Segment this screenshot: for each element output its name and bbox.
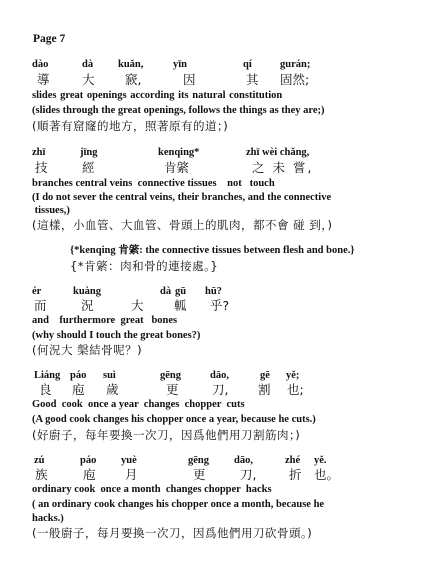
- hanzi-word: 庖: [83, 467, 96, 482]
- hanzi-word: 刀,: [240, 467, 257, 482]
- pinyin-word: zhī wèi chǎng,: [246, 147, 310, 158]
- hanzi-word: 肯綮: [164, 160, 190, 175]
- hanzi-word: 庖: [72, 382, 85, 397]
- pinyin-word: hū?: [205, 286, 222, 297]
- hanzi-word: 技: [35, 160, 48, 175]
- hanzi-word: 因: [183, 72, 196, 87]
- pinyin-word: gū: [175, 286, 187, 297]
- pinyin-word: zú: [34, 455, 45, 466]
- pinyin-word: gē: [260, 370, 270, 381]
- pinyin-word: qí: [243, 59, 252, 70]
- pinyin-word: kuàng: [73, 286, 102, 297]
- hanzi-word: 之 未 嘗,: [252, 160, 314, 175]
- hanzi-word: 大: [131, 298, 144, 313]
- pinyin-word: dāo,: [234, 455, 253, 466]
- pinyin-word: kuǎn,: [118, 59, 144, 70]
- hanzi-word: 窾,: [125, 72, 142, 87]
- translation-line: (I do not sever the central veins, their branches, and the connective: [32, 192, 332, 203]
- pinyin-word: dāo,: [210, 370, 229, 381]
- gloss-line: branches central veins connective tissues not touch: [32, 178, 275, 189]
- translation-line: (why should I touch the great bones?): [32, 330, 201, 341]
- translation-line: ( an ordinary cook changes his chopper once a month, because he: [32, 499, 325, 510]
- chinese-translation: (一般廚子，每月要換一次刀，因爲他們用刀砍骨頭。): [32, 526, 313, 540]
- hanzi-word: 也。: [314, 467, 340, 482]
- pinyin-word: jīng: [80, 147, 98, 158]
- pinyin-word: yuè: [121, 455, 137, 466]
- pinyin-word: páo: [70, 370, 87, 381]
- pinyin-word: zhé: [285, 455, 301, 466]
- gloss-line: Good cook once a year changes chopper cuts: [32, 399, 245, 410]
- hanzi-word: 經: [82, 160, 95, 175]
- hanzi-word: 乎?: [210, 298, 230, 313]
- hanzi-word: 割: [258, 382, 271, 397]
- hanzi-word: 況: [81, 298, 94, 313]
- translation-line: hacks.): [32, 513, 64, 524]
- hanzi-word: 而: [34, 298, 47, 313]
- pinyin-word: zhī: [32, 147, 46, 158]
- hanzi-word: 更: [166, 382, 179, 397]
- page-number: Page 7: [33, 33, 66, 45]
- pinyin-word: Liáng: [34, 370, 61, 381]
- hanzi-word: 折: [289, 467, 302, 482]
- pinyin-word: dào: [32, 59, 49, 70]
- pinyin-word: ér: [32, 286, 42, 297]
- pinyin-word: dà: [82, 59, 94, 70]
- hanzi-word: 其: [246, 72, 259, 87]
- pinyin-word: dà: [160, 286, 172, 297]
- hanzi-word: 導: [37, 72, 50, 87]
- gloss-line: slides great openings according its natural constitution: [32, 90, 283, 101]
- chinese-translation: (這樣，小血管、大血管、骨頭上的肌肉，都不會 碰 到，): [32, 218, 333, 232]
- pinyin-word: yīn: [173, 59, 188, 70]
- hanzi-word: 固然;: [280, 72, 310, 87]
- pinyin-word: yě.: [314, 455, 327, 466]
- hanzi-word: 歲: [106, 382, 119, 397]
- hanzi-word: 族: [35, 467, 48, 482]
- gloss-line: and furthermore great bones: [32, 315, 178, 326]
- pinyin-word: páo: [80, 455, 97, 466]
- gloss-line: ordinary cook once a month changes chopper hacks: [32, 484, 272, 495]
- pinyin-word: gurán;: [280, 59, 311, 70]
- hanzi-word: 軱: [174, 298, 187, 313]
- translation-line: tissues,): [32, 205, 70, 216]
- hanzi-word: 刀,: [212, 382, 229, 397]
- hanzi-word: 月: [125, 467, 138, 482]
- chinese-translation: (順著有窟窿的地方，照著原有的道；): [32, 119, 229, 133]
- pinyin-word: gēng: [160, 370, 181, 381]
- pinyin-word: suì: [103, 370, 116, 381]
- chinese-translation: (好廚子，每年要換一次刀，因爲他們用刀割筋肉；): [32, 428, 301, 442]
- note-chinese: {*肯綮：肉和骨的連接處。}: [70, 259, 219, 273]
- note-english: {*kenqing 肯綮: the connective tissues between flesh and bone.}: [70, 245, 355, 256]
- chinese-translation: (何況大 槃結骨呢？): [32, 343, 143, 357]
- hanzi-word: 也;: [287, 382, 304, 397]
- translation-line: (slides through the great openings, follows the things as they are;): [32, 105, 325, 116]
- pinyin-word: gēng: [188, 455, 209, 466]
- hanzi-word: 良: [39, 382, 52, 397]
- pinyin-word: kenqing*: [158, 147, 200, 158]
- hanzi-word: 更: [193, 467, 206, 482]
- pinyin-word: yě;: [286, 370, 300, 381]
- hanzi-word: 大: [82, 72, 95, 87]
- translation-line: (A good cook changes his chopper once a year, because he cuts.): [32, 414, 316, 425]
